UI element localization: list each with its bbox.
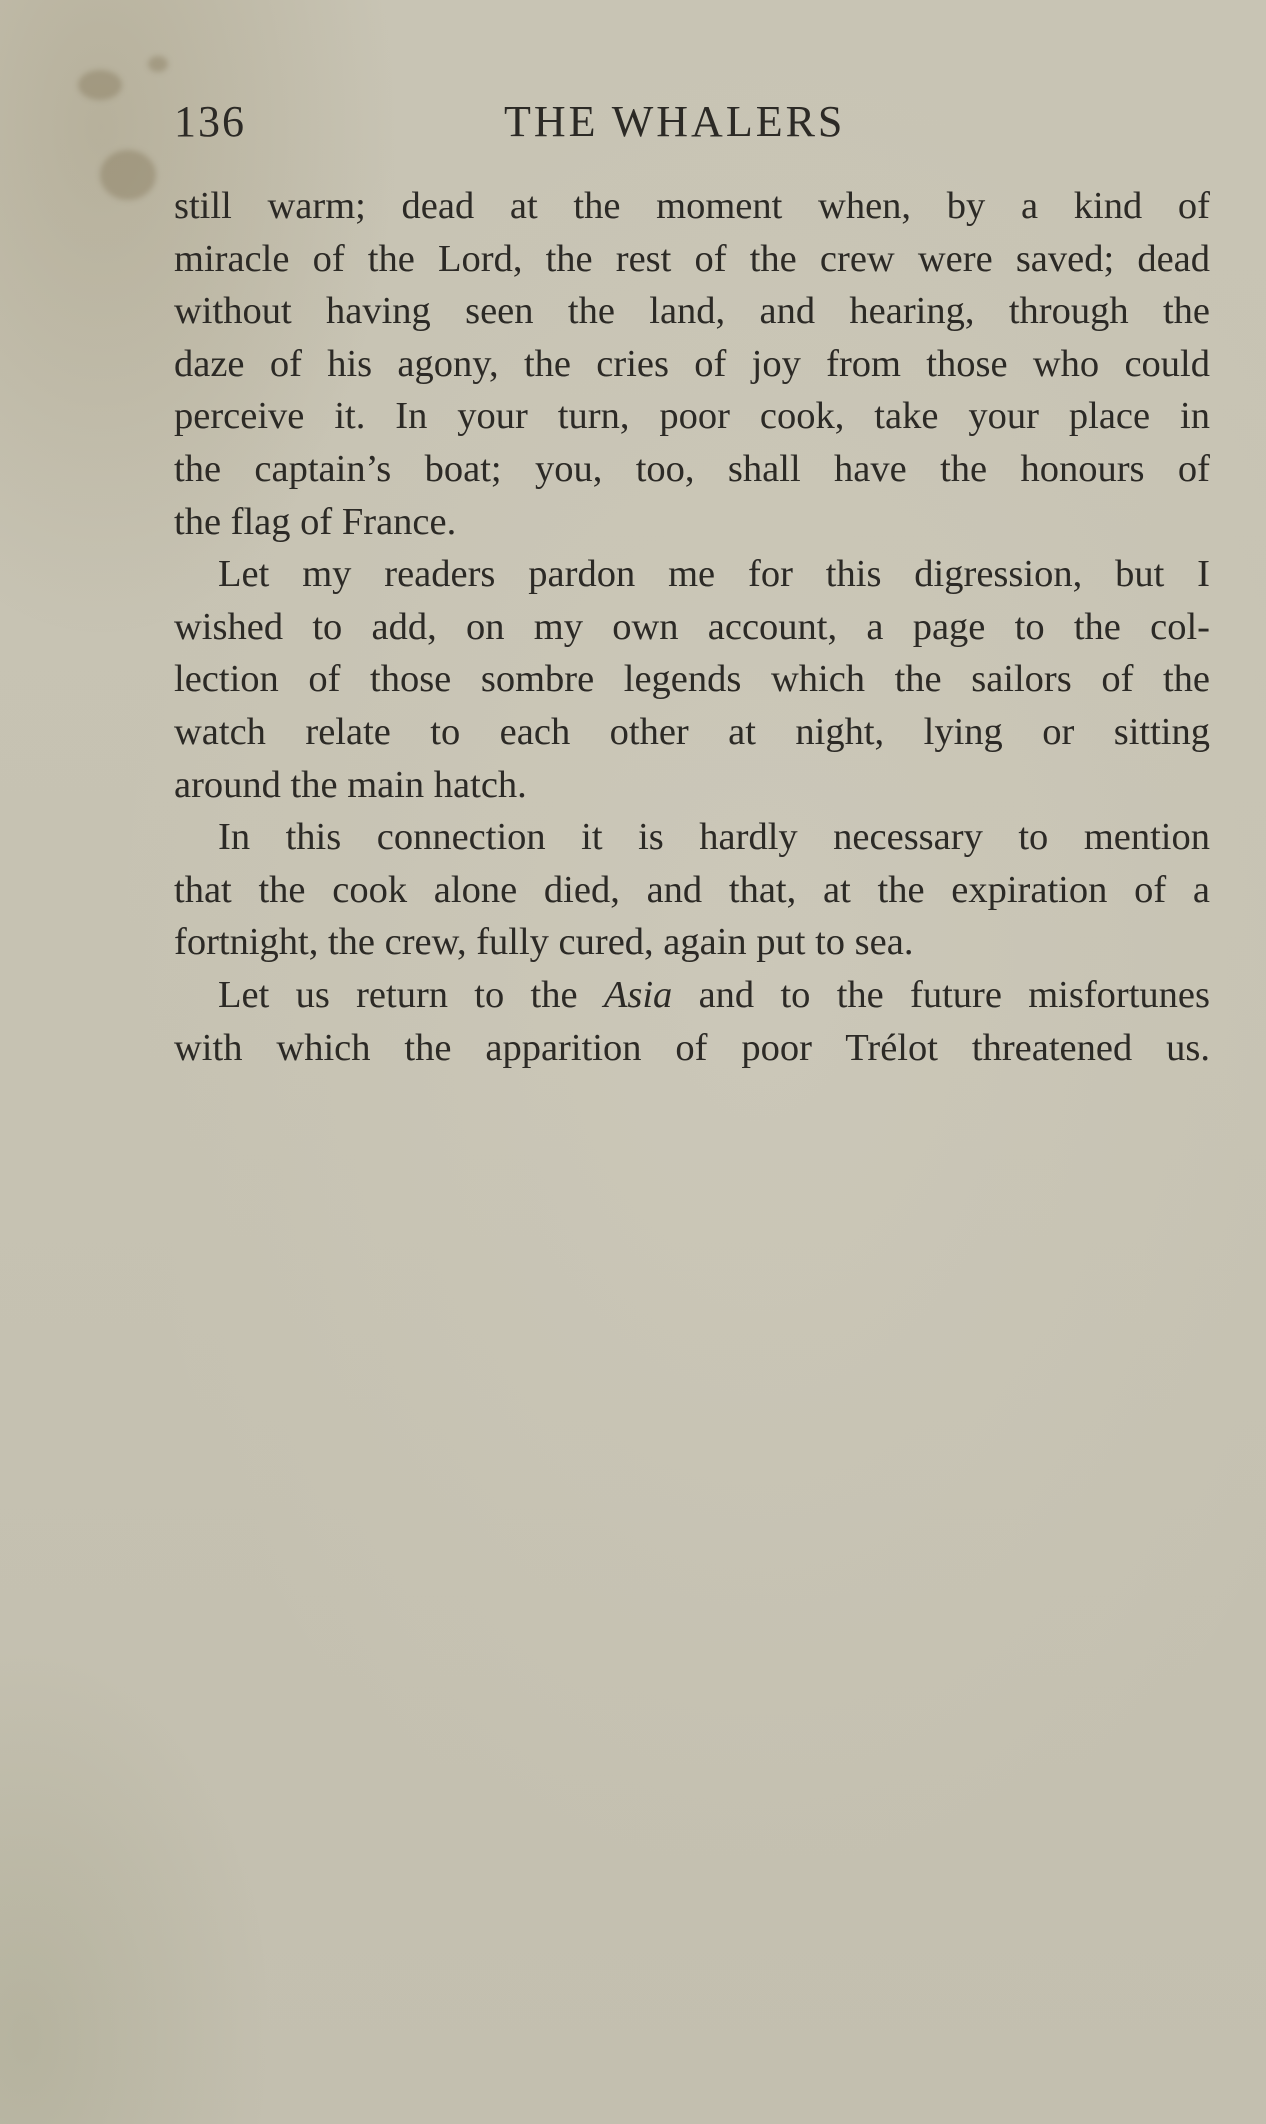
- text-line: around the main hatch.: [174, 763, 527, 806]
- text-line: miracle of the Lord, the rest of the crew were saved; dead: [174, 237, 1210, 280]
- text-line: with which the apparition of poor Trélot threatened us.: [174, 1026, 1210, 1069]
- text-run: Let us return to the: [218, 973, 604, 1016]
- text-line: In this connection it is hardly necessary to mention: [218, 816, 1210, 859]
- page-stain: [100, 150, 156, 200]
- paragraph: [174, 969, 1210, 1074]
- page-number: 136: [174, 97, 246, 146]
- text-line: the captain’s boat; you, too, shall have the honours of: [174, 447, 1210, 490]
- page-header: [174, 96, 1210, 152]
- text-run: and to the future misfortunes: [672, 973, 1210, 1016]
- text-line: watch relate to each other at night, lying or sitting: [174, 710, 1210, 753]
- text-line: without having seen the land, and hearing, through the: [174, 290, 1210, 333]
- text-line: fortnight, the crew, fully cured, again put to sea.: [174, 921, 914, 964]
- text-line: wished to add, on my own account, a page to the col-: [174, 605, 1210, 648]
- paragraph: [174, 180, 1210, 548]
- body-text: [174, 180, 1210, 1074]
- text-line: daze of his agony, the cries of joy from those who could: [174, 342, 1210, 385]
- paragraph: [174, 811, 1210, 969]
- ship-name-italic: Asia: [603, 973, 673, 1016]
- page-stain: [78, 70, 122, 100]
- text-line: [174, 969, 1210, 1022]
- page-stain: [148, 56, 168, 72]
- text-line: still warm; dead at the moment when, by a kind of: [174, 185, 1210, 227]
- text-line: that the cook alone died, and that, at the expiration of a: [174, 868, 1210, 911]
- text-line: perceive it. In your turn, poor cook, take your place in: [174, 395, 1210, 438]
- running-head: THE WHALERS: [504, 97, 846, 146]
- text-line: the flag of France.: [174, 500, 457, 543]
- text-line: lection of those sombre legends which the sailors of the: [174, 658, 1210, 701]
- paragraph: [174, 548, 1210, 811]
- text-line: Let my readers pardon me for this digression, but I: [218, 553, 1210, 596]
